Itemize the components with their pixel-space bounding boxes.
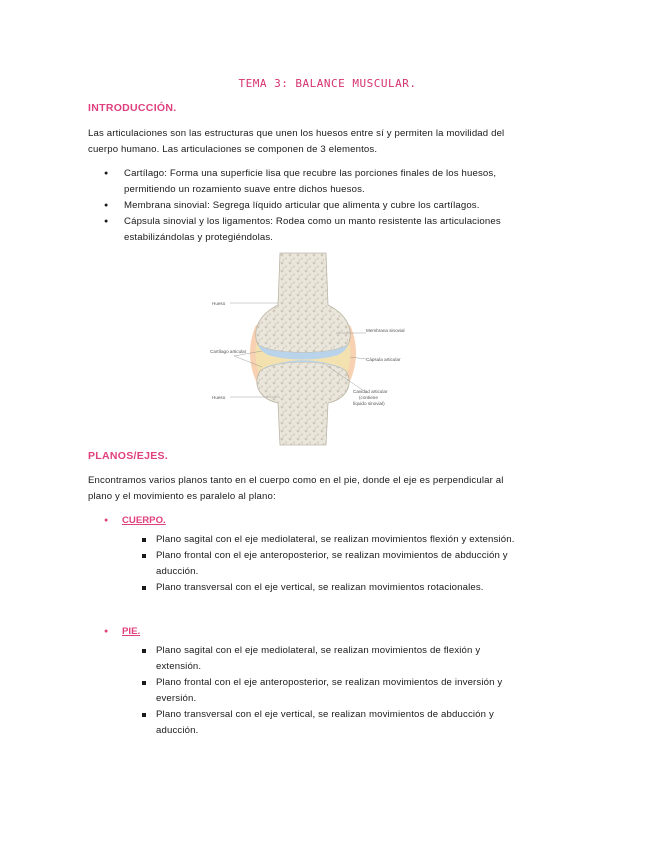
list-item: Plano frontal con el eje anteroposterior, se realizan movimientos de inversión y eversión. (104, 675, 524, 707)
list-item: Plano frontal con el eje anteroposterior, se realizan movimientos de abducción y aducción. (104, 548, 524, 580)
list-item: ● Cápsula sinovial y los ligamentos: Rodea como un manto resistente las articulaciones estabilizándolas y protegiéndolas. (88, 214, 528, 246)
list-item: Plano transversal con el eje vertical, se realizan movimientos de abducción y aducción. (104, 707, 524, 739)
list-item: Plano transversal con el eje vertical, se realizan movimientos rotacionales. (104, 580, 524, 596)
pie-label: ● PIE. (104, 624, 524, 640)
label-membrana: Membrana sinovial (366, 328, 405, 333)
lower-bone (257, 362, 349, 445)
label-hueso-top: Hueso (212, 301, 226, 306)
intro-list (88, 166, 528, 246)
intro-heading: INTRODUCCIÓN. (88, 102, 177, 114)
upper-bone (256, 253, 350, 353)
list-item: ● Membrana sinovial: Segrega líquido articular que alimenta y cubre los cartílagos. (88, 198, 528, 214)
cuerpo-list (104, 532, 524, 596)
page-title: TEMA 3: BALANCE MUSCULAR. (238, 77, 417, 90)
cuerpo-label: ● CUERPO. (104, 513, 524, 529)
label-capsula: Cápsula articular (366, 357, 401, 362)
intro-paragraph: Las articulaciones son las estructuras que unen los huesos entre sí y permiten la movilidad del cuerpo humano. Las articulaciones se componen de 3 elementos. (88, 128, 505, 155)
list-item: Plano sagital con el eje mediolateral, se realizan movimientos de flexión y extensión. (104, 643, 524, 675)
label-hueso-bottom: Hueso (212, 395, 226, 400)
label-cavidad-3: líquido sinovial) (353, 401, 385, 406)
label-cavidad-2: (contiene (359, 395, 378, 400)
label-cartilago: Cartílago articular (210, 349, 247, 354)
pie-list (104, 643, 524, 739)
list-item: Plano sagital con el eje mediolateral, se realizan movimientos flexión y extensión. (104, 532, 524, 548)
label-cavidad-1: Cavidad articular (353, 389, 388, 394)
planos-heading: PLANOS/EJES. (88, 450, 169, 462)
joint-diagram (208, 253, 405, 445)
planos-paragraph: Encontramos varios planos tanto en el cuerpo como en el pie, donde el eje es perpendicular al plano y el movimiento es paralelo al plano: (88, 475, 504, 502)
list-item: ● Cartílago: Forma una superficie lisa que recubre las porciones finales de los huesos, permitiendo un rozamiento suave entre dichos huesos. (88, 166, 528, 198)
cuerpo-section (104, 513, 524, 596)
pie-section (104, 624, 524, 739)
